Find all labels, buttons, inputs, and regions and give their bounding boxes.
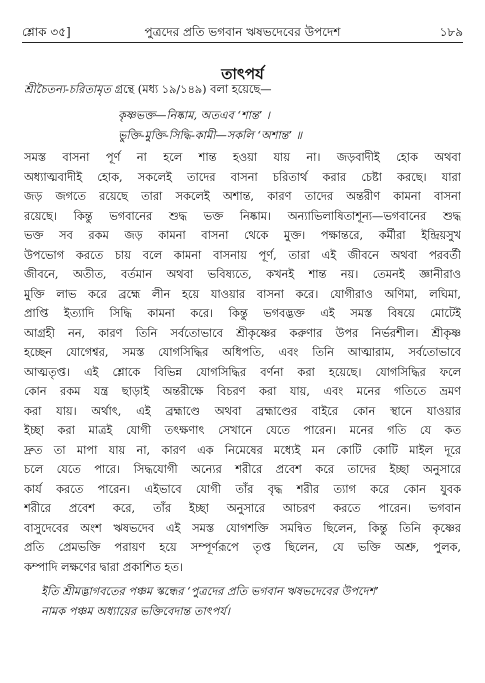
paragraph-line: প্রাপ্তি ইত্যাদি সিদ্ধি কামনা করে। কিন্তু ভগবদ্ভক্ত এই সমস্ত বিষয়ে মোটেই: [24, 307, 461, 320]
intro-rest: গ্রন্থে (মধ্য ১৯/১৪৯) বলা হয়েছে—: [110, 83, 272, 96]
paragraph-line: কোন রকম যন্ত্র ছাড়াই অন্তরীক্ষে বিচরণ করা যায়, এবং মনের গতিতে ভ্রমণ: [24, 385, 461, 398]
verse-reference: শ্লোক ৩৫]: [22, 25, 71, 39]
paragraph-line: সমস্ত বাসনা পূর্ণ না হলে শান্ত হওয়া যায় না। জড়বাদীই হোক অথবা: [24, 151, 461, 164]
chapter-colophon-line-1: ইতি শ্রীমদ্ভাগবতের পঞ্চম স্কন্ধের ‘পুত্রদের প্রতি ভগবান ঋষভদেবের উপদেশ’: [41, 585, 379, 598]
paragraph-line: জীবনে, অতীত, বর্তমান অথবা ভবিষ্যতে, কখনই শান্ত নয়। তেমনই জ্ঞানীরাও: [24, 268, 461, 281]
verse-line-2: ভুক্তি-মুক্তি-সিদ্ধি-কামী—সকলি ‘অশান্ত’ ॥: [118, 129, 303, 142]
intro-source: শ্রীচৈতন্য-চরিতামৃত: [24, 83, 111, 96]
purport-paragraph: [24, 148, 461, 577]
paragraph-line: মুক্তি লাভ করে ব্রহ্মে লীন হয়ে যাওয়ার বাসনা করে। যোগীরাও অণিমা, লঘিমা,: [24, 287, 461, 301]
paragraph-line: ভক্ত সব রকম জড় কামনা বাসনা থেকে মুক্ত। পক্ষান্তরে, কর্মীরা ইন্দ্রিয়সুখ: [24, 229, 461, 242]
paragraph-line: আগ্রহী নন, কারণ তিনি সর্বতোভাবে শ্রীকৃষ্ণের করুণার উপর নির্ভরশীল। শ্রীকৃষ্ণ: [24, 326, 461, 340]
paragraph-line: রয়েছে। কিন্তু ভগবানের শুদ্ধ ভক্ত নিষ্কাম। অন্যাভিলাষিতাশূন্য—ভগবানের শুদ্ধ: [24, 209, 461, 223]
chapter-title: পুত্রদের প্রতি ভগবান ঋষভদেবের উপদেশ: [144, 25, 341, 39]
running-header: [22, 22, 463, 43]
paragraph-line: ইচ্ছা করা মাত্রই যোগী তৎক্ষণাৎ সেখানে যেতে পারেন। মনের গতি যে কত: [24, 424, 461, 437]
paragraph-line: জড় জগতে রয়েছে তারা সকলেই অশান্ত, কারণ তাদের অন্তরীণ কামনা বাসনা: [24, 190, 461, 203]
paragraph-line: কম্পাদি লক্ষণের দ্বারা প্রকাশিত হত।: [24, 560, 183, 574]
paragraph-line: আত্মতৃপ্ত। এই শ্লোকে বিভিন্ন যোগসিদ্ধির বর্ণনা করা হয়েছে। যোগসিদ্ধির ফলে: [24, 365, 461, 379]
paragraph-line: প্রতি প্রেমভক্তি পরায়ণ হয়ে সম্পূর্ণরূপে তৃপ্ত ছিলেন, যে ভক্তি অশ্রু, পুলক,: [24, 541, 461, 554]
chapter-colophon-line-2: নামক পঞ্চম অধ্যায়ের ভক্তিবেদান্ত তাৎপর্য।: [41, 605, 230, 618]
paragraph-line: শরীরে প্রবেশ করে, তাঁর ইচ্ছা অনুসারে আচরণ করতে পারেন। ভগবান: [24, 502, 461, 515]
paragraph-line: করা যায়। অর্থাৎ, এই ব্রহ্মাণ্ডে অথবা ব্রহ্মাণ্ডের বাইরে কোন স্থানে যাওয়ার: [24, 404, 461, 418]
paragraph-line: হচ্ছেন যোগেশ্বর, সমস্ত যোগসিদ্ধির অধিপতি, এবং তিনি আত্মারাম, সর্বতোভাবে: [24, 346, 461, 359]
verse-line-1: কৃষ্ণভক্ত—নিষ্কাম, অতএব ‘শান্ত’ ।: [118, 109, 270, 122]
paragraph-line: চলে যেতে পারে। সিদ্ধযোগী অন্যের শরীরে প্রবেশ করে তাদের ইচ্ছা অনুসারে: [24, 463, 461, 476]
paragraph-line: কার্য করতে পারেন। এইভাবে যোগী তাঁর বৃদ্ধ শরীর ত্যাগ করে কোন যুবক: [24, 482, 461, 496]
page-number: ১৮৯: [439, 25, 463, 39]
intro-line: [24, 81, 272, 100]
section-title: তাৎপর্য: [221, 65, 264, 83]
paragraph-line: উপভোগ করতে চায় বলে কামনা বাসনায় পূর্ণ, তারা এই জীবনে অথবা পরবর্তী: [24, 248, 461, 262]
paragraph-line: বাসুদেবের অংশ ঋষভদেব এই সমস্ত যোগশক্তি সমন্বিত ছিলেন, কিন্তু তিনি কৃষ্ণের: [24, 521, 461, 535]
paragraph-line: অধ্যাত্মবাদীই হোক, সকলেই তাদের বাসনা চরিতার্থ করার চেষ্টা করছে। যারা: [24, 170, 461, 184]
paragraph-line: দ্রুত তা মাপা যায় না, কারণ এক নিমেষের মধ্যেই মন কোটি কোটি মাইল দূরে: [24, 443, 461, 457]
